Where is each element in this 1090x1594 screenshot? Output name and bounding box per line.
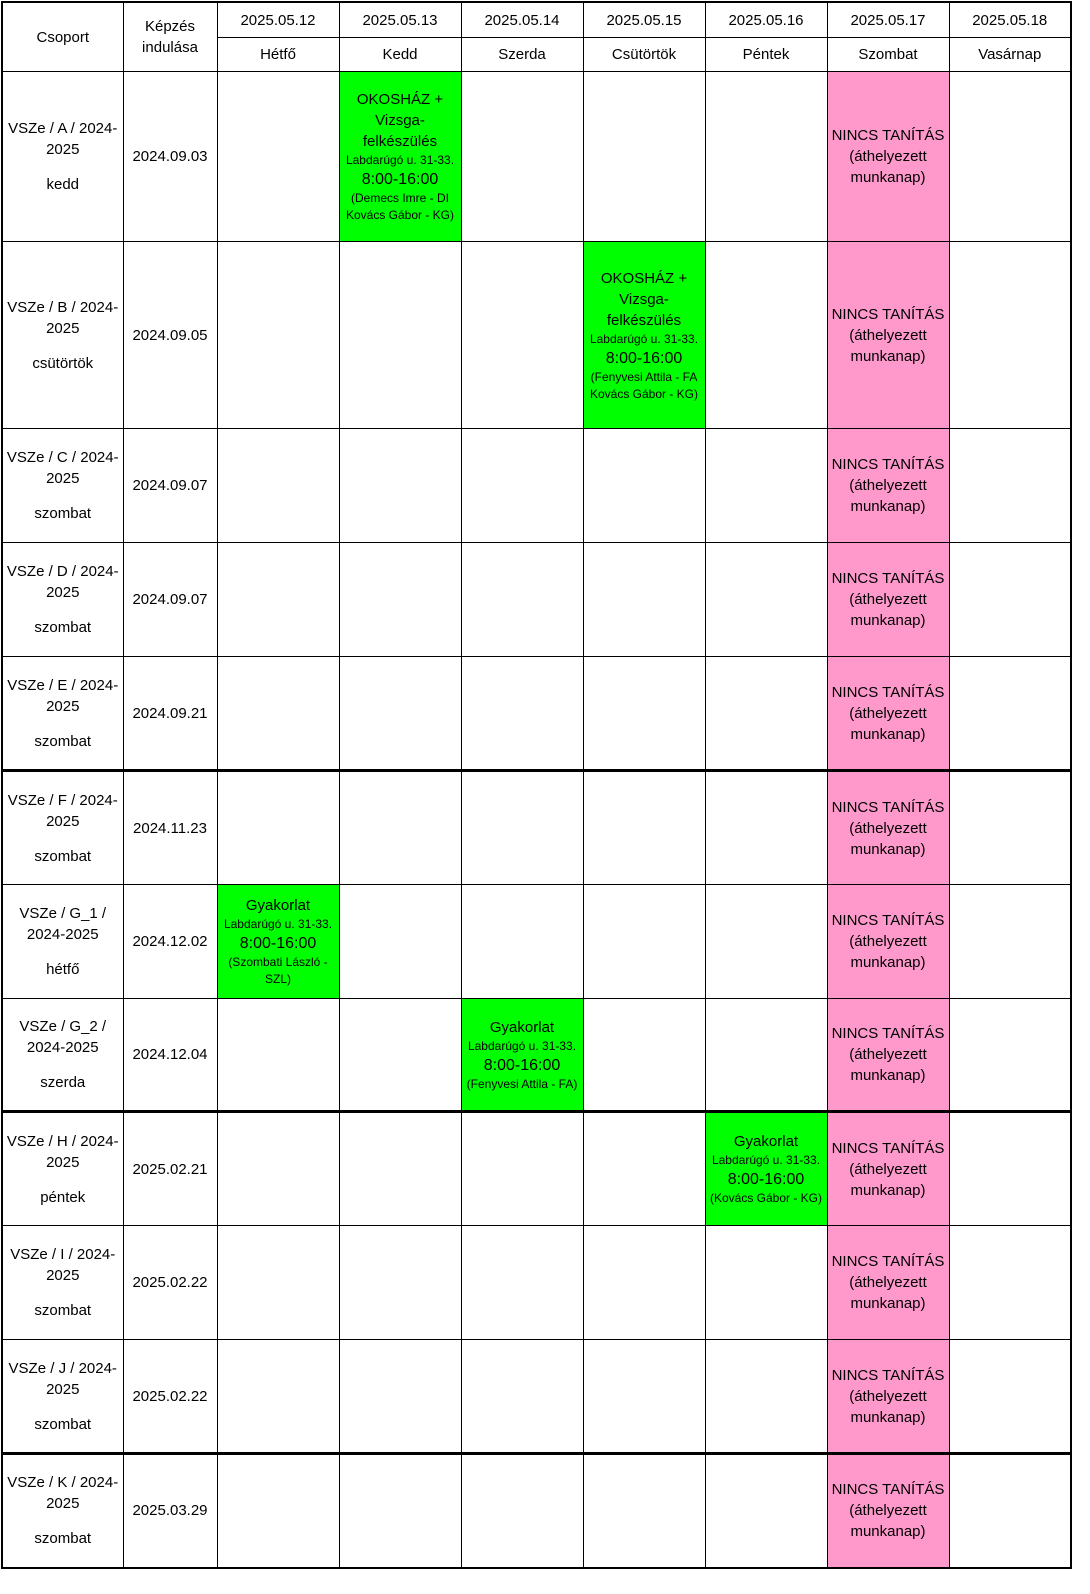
no-class-cell: NINCS TANÍTÁS (áthelyezett munkanap)	[827, 429, 949, 543]
event-location: Labdarúgó u. 31-33.	[345, 153, 455, 167]
date-header: 2025.05.18	[949, 2, 1071, 38]
group-name: VSZe / H / 2024-2025	[6, 1132, 119, 1171]
start-date-cell: 2024.11.23	[123, 771, 217, 885]
group-cell	[2, 1226, 123, 1340]
start-header: Képzés indulása	[123, 2, 217, 72]
group-weekday: csütörtök	[32, 354, 94, 372]
date-header: 2025.05.17	[827, 2, 949, 38]
empty-cell	[339, 543, 461, 657]
group-header: Csoport	[2, 2, 123, 72]
empty-cell	[949, 1340, 1071, 1454]
empty-cell	[217, 543, 339, 657]
empty-cell	[461, 657, 583, 771]
table-row	[2, 1226, 1071, 1340]
empty-cell	[217, 429, 339, 543]
empty-cell	[583, 1454, 705, 1568]
start-date-cell: 2025.02.21	[123, 1112, 217, 1226]
group-name: VSZe / G_1 / 2024-2025	[19, 905, 107, 943]
empty-cell	[705, 242, 827, 429]
date-header: 2025.05.13	[339, 2, 461, 38]
group-name: VSZe / A / 2024-2025	[8, 120, 118, 158]
empty-cell	[461, 1112, 583, 1226]
empty-cell	[949, 999, 1071, 1112]
table-row	[2, 1112, 1071, 1226]
empty-cell	[461, 1340, 583, 1454]
group-weekday: szombat	[34, 732, 92, 750]
table-row	[2, 1454, 1071, 1568]
empty-cell	[583, 771, 705, 885]
empty-cell	[583, 999, 705, 1112]
group-cell	[2, 543, 123, 657]
start-date-cell: 2024.09.05	[123, 242, 217, 429]
empty-cell	[339, 1340, 461, 1454]
table-row	[2, 242, 1071, 429]
empty-cell	[705, 1340, 827, 1454]
start-date-cell: 2025.02.22	[123, 1226, 217, 1340]
no-class-cell: NINCS TANÍTÁS (áthelyezett munkanap)	[827, 1340, 949, 1454]
day-header: Csütörtök	[583, 38, 705, 72]
no-class-cell: NINCS TANÍTÁS (áthelyezett munkanap)	[827, 999, 949, 1112]
group-name: VSZe / G_2 / 2024-2025	[19, 1018, 107, 1056]
table-row	[2, 771, 1071, 885]
table-row	[2, 72, 1071, 242]
no-class-cell: NINCS TANÍTÁS (áthelyezett munkanap)	[827, 543, 949, 657]
start-date-cell: 2024.09.07	[123, 543, 217, 657]
empty-cell	[461, 429, 583, 543]
group-name: VSZe / C / 2024-2025	[6, 449, 119, 487]
empty-cell	[461, 885, 583, 999]
group-name: VSZe / I / 2024-2025	[10, 1246, 116, 1284]
group-weekday: szombat	[34, 1302, 92, 1319]
empty-cell	[583, 1112, 705, 1226]
event-cell	[583, 242, 705, 429]
empty-cell	[339, 1112, 461, 1226]
event-cell	[339, 72, 461, 242]
no-class-cell: NINCS TANÍTÁS (áthelyezett munkanap)	[827, 1454, 949, 1568]
empty-cell	[705, 657, 827, 771]
no-class-cell: NINCS TANÍTÁS (áthelyezett munkanap)	[827, 1112, 949, 1226]
start-date-cell: 2024.12.04	[123, 999, 217, 1112]
group-weekday: szombat	[34, 1415, 92, 1433]
empty-cell	[583, 429, 705, 543]
empty-cell	[949, 1112, 1071, 1226]
no-class-cell: NINCS TANÍTÁS (áthelyezett munkanap)	[827, 72, 949, 242]
start-date-cell: 2025.03.29	[123, 1454, 217, 1568]
event-time: 8:00-16:00	[361, 171, 439, 188]
no-class-cell: NINCS TANÍTÁS (áthelyezett munkanap)	[827, 242, 949, 429]
empty-cell	[583, 1340, 705, 1454]
group-cell	[2, 242, 123, 429]
event-time: 8:00-16:00	[727, 1171, 805, 1188]
empty-cell	[583, 885, 705, 999]
group-cell	[2, 1340, 123, 1454]
empty-cell	[583, 72, 705, 242]
group-cell	[2, 429, 123, 543]
empty-cell	[461, 242, 583, 429]
header-row-dates	[2, 2, 1071, 38]
no-class-cell: NINCS TANÍTÁS (áthelyezett munkanap)	[827, 657, 949, 771]
day-header: Kedd	[339, 38, 461, 72]
no-class-cell: NINCS TANÍTÁS (áthelyezett munkanap)	[827, 885, 949, 999]
table-row	[2, 999, 1071, 1112]
empty-cell	[461, 543, 583, 657]
empty-cell	[339, 242, 461, 429]
event-teachers: (Szombati László - SZL)	[228, 955, 328, 986]
empty-cell	[217, 72, 339, 242]
group-weekday: szerda	[40, 1074, 86, 1091]
empty-cell	[339, 657, 461, 771]
empty-cell	[461, 1226, 583, 1340]
no-class-cell: NINCS TANÍTÁS (áthelyezett munkanap)	[827, 771, 949, 885]
table-row	[2, 429, 1071, 543]
event-cell	[705, 1112, 827, 1226]
group-cell	[2, 771, 123, 885]
empty-cell	[217, 657, 339, 771]
empty-cell	[583, 543, 705, 657]
date-header: 2025.05.16	[705, 2, 827, 38]
empty-cell	[949, 885, 1071, 999]
group-weekday: szombat	[34, 847, 92, 865]
event-location: Labdarúgó u. 31-33.	[467, 1038, 577, 1053]
date-header: 2025.05.14	[461, 2, 583, 38]
empty-cell	[217, 1454, 339, 1568]
event-time: 8:00-16:00	[239, 935, 317, 952]
empty-cell	[705, 771, 827, 885]
group-weekday: péntek	[40, 1188, 86, 1206]
event-cell	[217, 885, 339, 999]
day-header: Péntek	[705, 38, 827, 72]
group-weekday: kedd	[46, 176, 80, 193]
event-teachers: (Demecs Imre - DI Kovács Gábor - KG)	[345, 191, 455, 222]
event-title: OKOSHÁZ + Vizsga-felkészülés	[356, 91, 444, 150]
group-cell	[2, 657, 123, 771]
empty-cell	[949, 771, 1071, 885]
empty-cell	[949, 1226, 1071, 1340]
empty-cell	[705, 72, 827, 242]
event-title: Gyakorlat	[733, 1133, 799, 1150]
empty-cell	[339, 999, 461, 1112]
group-name: VSZe / B / 2024-2025	[7, 298, 119, 337]
event-time: 8:00-16:00	[605, 349, 683, 367]
table-row	[2, 885, 1071, 999]
day-header: Szerda	[461, 38, 583, 72]
empty-cell	[705, 543, 827, 657]
empty-cell	[949, 543, 1071, 657]
table-row	[2, 543, 1071, 657]
group-weekday: szombat	[34, 1530, 92, 1548]
empty-cell	[705, 885, 827, 999]
table-row	[2, 1340, 1071, 1454]
empty-cell	[705, 1226, 827, 1340]
event-title: OKOSHÁZ + Vizsga-felkészülés	[600, 269, 688, 329]
empty-cell	[339, 1226, 461, 1340]
empty-cell	[949, 72, 1071, 242]
day-header: Vasárnap	[949, 38, 1071, 72]
start-date-cell: 2024.09.03	[123, 72, 217, 242]
empty-cell	[217, 771, 339, 885]
event-location: Labdarúgó u. 31-33.	[223, 917, 333, 931]
empty-cell	[217, 1226, 339, 1340]
date-header: 2025.05.15	[583, 2, 705, 38]
table-row	[2, 657, 1071, 771]
group-name: VSZe / K / 2024-2025	[7, 1474, 119, 1513]
group-name: VSZe / F / 2024-2025	[7, 791, 118, 830]
empty-cell	[217, 242, 339, 429]
event-teachers: (Fenyvesi Attila - FA Kovács Gábor - KG)	[589, 369, 699, 401]
empty-cell	[461, 72, 583, 242]
empty-cell	[339, 1454, 461, 1568]
group-weekday: hétfő	[46, 961, 80, 978]
empty-cell	[339, 771, 461, 885]
day-header: Hétfő	[217, 38, 339, 72]
empty-cell	[217, 999, 339, 1112]
empty-cell	[705, 999, 827, 1112]
group-name: VSZe / D / 2024-2025	[6, 563, 119, 601]
group-cell	[2, 885, 123, 999]
empty-cell	[339, 885, 461, 999]
event-title: Gyakorlat	[245, 897, 311, 914]
event-cell	[461, 999, 583, 1112]
empty-cell	[949, 657, 1071, 771]
empty-cell	[949, 429, 1071, 543]
group-name: VSZe / J / 2024-2025	[8, 1359, 117, 1398]
empty-cell	[217, 1340, 339, 1454]
empty-cell	[705, 1454, 827, 1568]
empty-cell	[949, 242, 1071, 429]
empty-cell	[583, 657, 705, 771]
start-date-cell: 2025.02.22	[123, 1340, 217, 1454]
date-header: 2025.05.12	[217, 2, 339, 38]
empty-cell	[461, 1454, 583, 1568]
group-cell	[2, 1454, 123, 1568]
group-weekday: szombat	[34, 619, 92, 636]
group-weekday: szombat	[34, 505, 92, 522]
empty-cell	[217, 1112, 339, 1226]
event-location: Labdarúgó u. 31-33.	[711, 1153, 821, 1167]
day-header: Szombat	[827, 38, 949, 72]
start-date-cell: 2024.12.02	[123, 885, 217, 999]
group-cell	[2, 72, 123, 242]
event-time: 8:00-16:00	[483, 1056, 561, 1074]
event-teachers: (Kovács Gábor - KG)	[709, 1191, 823, 1205]
start-date-cell: 2024.09.07	[123, 429, 217, 543]
start-date-cell: 2024.09.21	[123, 657, 217, 771]
group-name: VSZe / E / 2024-2025	[7, 676, 119, 715]
event-title: Gyakorlat	[489, 1018, 555, 1036]
group-cell	[2, 1112, 123, 1226]
no-class-cell: NINCS TANÍTÁS (áthelyezett munkanap)	[827, 1226, 949, 1340]
event-teachers: (Fenyvesi Attila - FA)	[466, 1076, 578, 1091]
event-location: Labdarúgó u. 31-33.	[589, 331, 699, 346]
empty-cell	[949, 1454, 1071, 1568]
schedule-table	[1, 1, 1072, 1569]
empty-cell	[461, 771, 583, 885]
empty-cell	[583, 1226, 705, 1340]
group-cell	[2, 999, 123, 1112]
empty-cell	[339, 429, 461, 543]
empty-cell	[705, 429, 827, 543]
